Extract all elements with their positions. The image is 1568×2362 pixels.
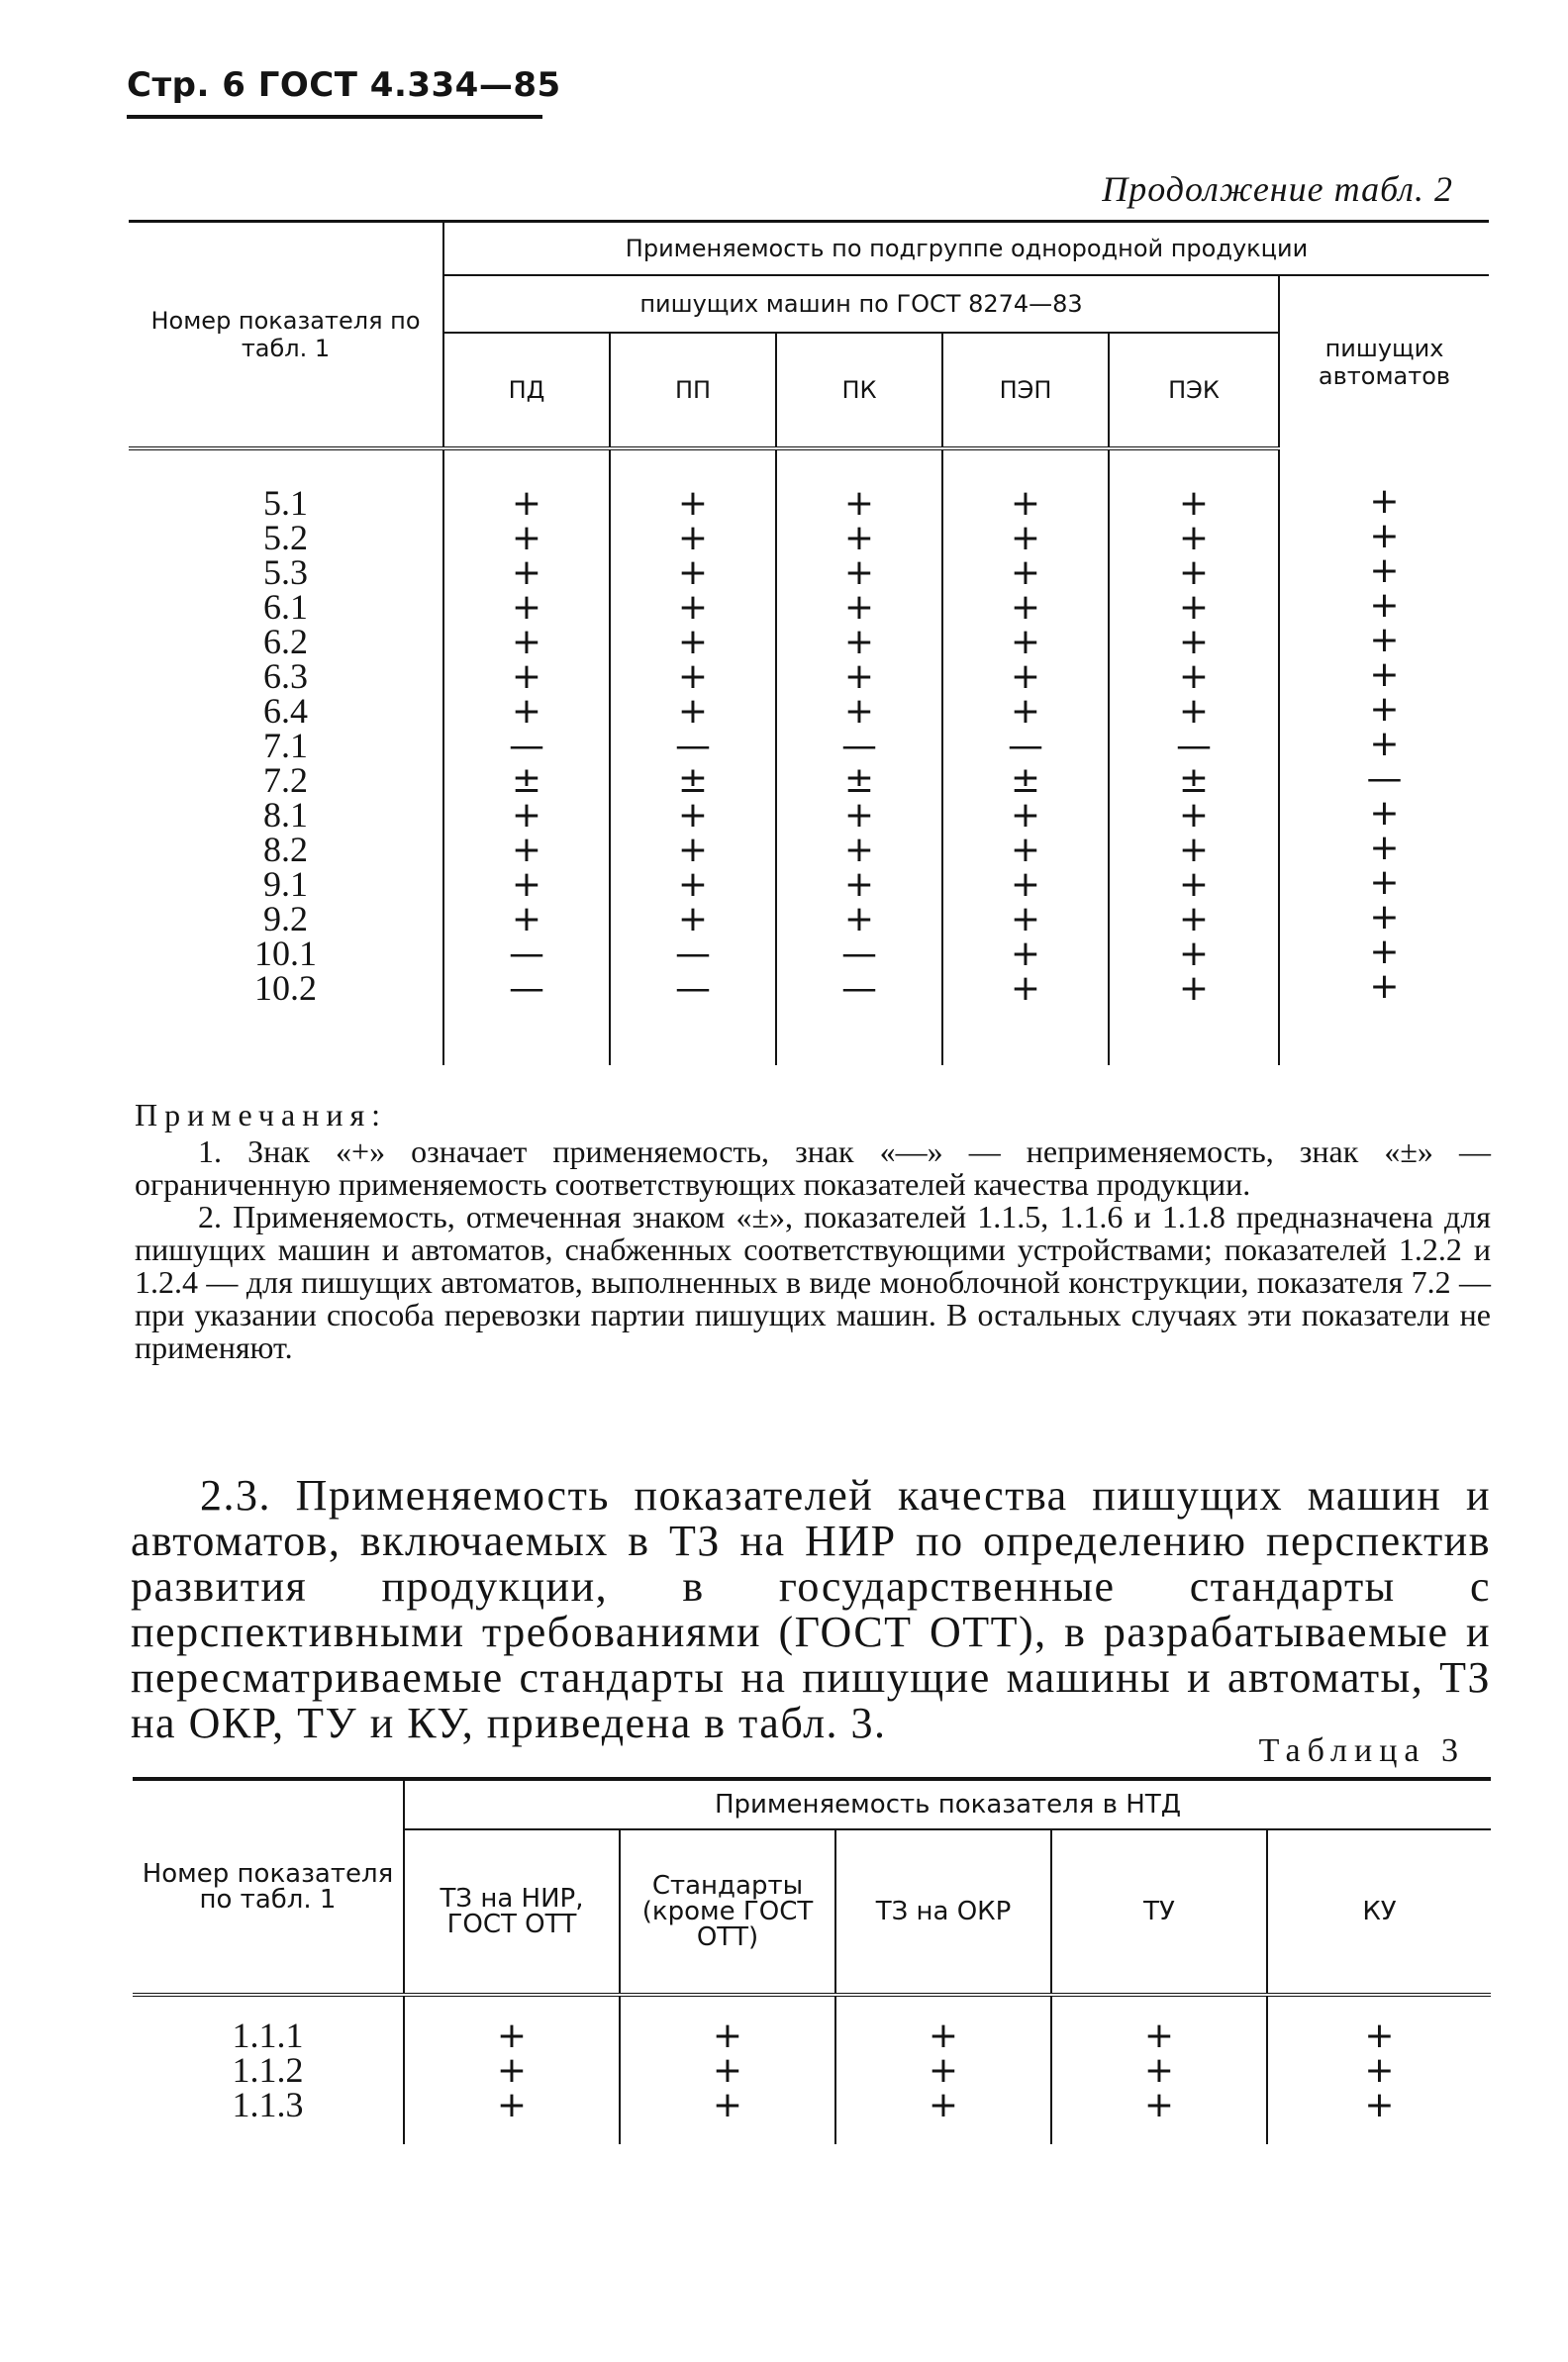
row-number: 7.2 — [263, 760, 308, 800]
applicability-mark: + — [1369, 724, 1400, 764]
applicability-mark: + — [928, 2016, 959, 2056]
t3-number-header: Номер показателя по табл. 1 — [133, 1779, 404, 1995]
t3-values-column — [404, 1995, 620, 2144]
applicability-mark: + — [496, 2085, 528, 2125]
t2-col-header: ПД — [443, 333, 610, 448]
row-number: 10.2 — [254, 968, 317, 1008]
table-3 — [133, 1777, 1491, 2144]
applicability-mark: + — [1369, 689, 1400, 730]
applicability-mark: + — [1178, 968, 1210, 1009]
t3-values-column — [620, 1995, 835, 2144]
applicability-mark: + — [1178, 864, 1210, 905]
applicability-mark: ± — [1010, 760, 1041, 801]
applicability-mark: + — [1364, 2085, 1395, 2125]
t2-group-header: Применяемость по подгруппе однородной продукции — [443, 222, 1489, 276]
t2-values-column — [610, 448, 776, 1065]
t2-number-header: Номер показателя по табл. 1 — [129, 222, 443, 449]
applicability-mark: + — [1178, 830, 1210, 870]
applicability-mark: + — [1178, 552, 1210, 593]
applicability-mark: + — [677, 864, 709, 905]
applicability-mark: — — [509, 968, 544, 1009]
t2-subgroup-machines: пишущих машин по ГОСТ 8274—83 — [443, 275, 1279, 333]
applicability-mark: + — [677, 552, 709, 593]
t2-values-column — [942, 448, 1109, 1065]
t2-subgroup-automats: пишущих автоматов — [1279, 275, 1489, 448]
applicability-mark: + — [1369, 932, 1400, 972]
applicability-mark: + — [1369, 585, 1400, 626]
applicability-mark: + — [511, 656, 542, 697]
applicability-mark: + — [1369, 828, 1400, 868]
applicability-mark: + — [843, 656, 875, 697]
t2-values-column — [443, 448, 610, 1065]
applicability-mark: — — [675, 968, 711, 1009]
applicability-mark: + — [1364, 2016, 1395, 2056]
row-number: 5.2 — [263, 518, 308, 557]
applicability-mark: + — [1010, 483, 1041, 524]
t3-values-column — [1051, 1995, 1267, 2144]
applicability-mark: + — [1178, 622, 1210, 662]
applicability-mark: + — [1369, 793, 1400, 834]
applicability-mark: + — [677, 622, 709, 662]
t2-col-header: ПП — [610, 333, 776, 448]
applicability-mark: + — [677, 518, 709, 558]
t3-values-column — [835, 1995, 1051, 2144]
applicability-mark: — — [841, 934, 877, 974]
t3-col-header: ТУ — [1051, 1829, 1267, 1995]
t2-values-column — [1279, 448, 1489, 1065]
applicability-mark: — — [1008, 726, 1043, 766]
applicability-mark: — — [1366, 758, 1403, 799]
note-item: 1. Знак «+» означает применяемость, знак «—» — неприменяемость, знак «±» — ограниченную применяемость соответствующих показателей качества продукции. — [135, 1133, 1491, 1202]
row-number: 9.1 — [263, 864, 308, 904]
applicability-mark: + — [677, 899, 709, 939]
applicability-mark: + — [511, 795, 542, 836]
applicability-mark: + — [677, 656, 709, 697]
applicability-mark: + — [1010, 691, 1041, 732]
row-number: 7.1 — [263, 726, 308, 765]
applicability-mark: + — [511, 691, 542, 732]
row-number: 10.1 — [254, 934, 317, 973]
applicability-mark: + — [677, 795, 709, 836]
row-number: 6.3 — [263, 656, 308, 696]
t3-col-header: ТЗ на ОКР — [835, 1829, 1051, 1995]
applicability-mark: + — [843, 830, 875, 870]
applicability-mark: + — [1178, 483, 1210, 524]
notes-title: Примечания: — [135, 1097, 388, 1132]
applicability-mark: + — [1010, 864, 1041, 905]
applicability-mark: + — [1369, 620, 1400, 660]
t2-col-header: ПЭК — [1109, 333, 1279, 448]
applicability-mark: + — [1369, 966, 1400, 1007]
applicability-mark: + — [1364, 2050, 1395, 2091]
applicability-mark: + — [712, 2085, 743, 2125]
note-item: 2. Применяемость, отмеченная знаком «±», показателей 1.1.5, 1.1.6 и 1.1.8 предназначена для пишущих машин и автоматов, снабженных соответствующими устройствами; показателей 1.2.2 и 1.2.4 — для пишущих автоматов, выполненных в виде моноблочной конструкции, показателя 7.2 — при указании способа перевозки партии пишущих машин. В остальных случаях эти показатели не применяют. — [135, 1199, 1491, 1365]
row-number: 8.1 — [263, 795, 308, 835]
applicability-mark: — — [509, 726, 544, 766]
applicability-mark: ± — [843, 760, 875, 801]
applicability-mark: — — [675, 726, 711, 766]
applicability-mark: + — [1010, 587, 1041, 628]
t2-values-column — [776, 448, 942, 1065]
applicability-mark: + — [496, 2050, 528, 2091]
body-paragraph — [131, 1473, 1491, 1746]
applicability-mark: + — [1010, 830, 1041, 870]
table-continuation-label: Продолжение табл. 2 — [1102, 169, 1453, 209]
applicability-mark: + — [511, 552, 542, 593]
row-number: 6.4 — [263, 691, 308, 731]
applicability-mark: — — [841, 968, 877, 1009]
row-number: 6.2 — [263, 622, 308, 661]
applicability-mark: ± — [511, 760, 542, 801]
applicability-mark: + — [928, 2085, 959, 2125]
applicability-mark: + — [843, 864, 875, 905]
applicability-mark: + — [1178, 587, 1210, 628]
header-rule — [127, 115, 542, 119]
t3-col-header: ТЗ на НИР, ГОСТ ОТТ — [404, 1829, 620, 1995]
applicability-mark: + — [496, 2016, 528, 2056]
t2-number-column — [129, 448, 443, 1065]
notes-block — [135, 1099, 1491, 1364]
row-number: 5.1 — [263, 483, 308, 523]
row-number: 6.1 — [263, 587, 308, 627]
applicability-mark: — — [1176, 726, 1212, 766]
applicability-mark: + — [511, 622, 542, 662]
applicability-mark: + — [1369, 550, 1400, 591]
applicability-mark: + — [843, 518, 875, 558]
applicability-mark: + — [511, 483, 542, 524]
applicability-mark: + — [1369, 654, 1400, 695]
applicability-mark: + — [1143, 2016, 1175, 2056]
applicability-mark: + — [511, 830, 542, 870]
applicability-mark: + — [928, 2050, 959, 2091]
applicability-mark: + — [1010, 899, 1041, 939]
table-2 — [129, 220, 1489, 1065]
applicability-mark: + — [677, 587, 709, 628]
applicability-mark: + — [843, 795, 875, 836]
applicability-mark: ± — [1178, 760, 1210, 801]
applicability-mark: + — [712, 2050, 743, 2091]
applicability-mark: + — [1369, 897, 1400, 937]
row-number: 5.3 — [263, 552, 308, 592]
paragraph-text: 2.3. Применяемость показателей качества пишущих машин и автоматов, включаемых в ТЗ на НИР по определению перспектив развития продукции, в государственные стандарты с перспективными требованиями (ГОСТ ОТТ), в разрабатываемые и пересматриваемые стандарты на пишущие машины и автоматы, ТЗ на ОКР, ТУ и КУ, приведена в табл. 3. — [131, 1471, 1491, 1747]
applicability-mark: — — [841, 726, 877, 766]
applicability-mark: + — [511, 864, 542, 905]
table-3-label: Таблица 3 — [1258, 1732, 1465, 1769]
applicability-mark: + — [843, 483, 875, 524]
applicability-mark: + — [843, 552, 875, 593]
t2-col-header: ПК — [776, 333, 942, 448]
t2-values-column — [1109, 448, 1279, 1065]
applicability-mark: + — [511, 587, 542, 628]
applicability-mark: — — [675, 934, 711, 974]
applicability-mark: + — [1010, 934, 1041, 974]
applicability-mark: + — [1369, 862, 1400, 903]
applicability-mark: + — [677, 483, 709, 524]
applicability-mark: + — [1143, 2085, 1175, 2125]
applicability-mark: + — [843, 587, 875, 628]
applicability-mark: + — [712, 2016, 743, 2056]
applicability-mark: + — [1143, 2050, 1175, 2091]
applicability-mark: + — [843, 899, 875, 939]
row-number: 1.1.3 — [232, 2085, 304, 2124]
applicability-mark: + — [1010, 795, 1041, 836]
applicability-mark: + — [1010, 622, 1041, 662]
applicability-mark: + — [1178, 691, 1210, 732]
applicability-mark: + — [1010, 552, 1041, 593]
applicability-mark: + — [1178, 795, 1210, 836]
applicability-mark: ± — [677, 760, 709, 801]
applicability-mark: + — [1178, 518, 1210, 558]
applicability-mark: + — [1369, 481, 1400, 522]
applicability-mark: + — [1178, 656, 1210, 697]
page-header: Стр. 6 ГОСТ 4.334—85 — [127, 65, 561, 105]
applicability-mark: + — [1010, 968, 1041, 1009]
applicability-mark: + — [1010, 656, 1041, 697]
row-number: 9.2 — [263, 899, 308, 938]
t2-col-header: ПЭП — [942, 333, 1109, 448]
applicability-mark: — — [509, 934, 544, 974]
applicability-mark: + — [511, 899, 542, 939]
applicability-mark: + — [1369, 516, 1400, 556]
t3-group-header: Применяемость показателя в НТД — [404, 1779, 1491, 1829]
row-number: 8.2 — [263, 830, 308, 869]
applicability-mark: + — [1010, 518, 1041, 558]
t3-col-header: Стандарты (кроме ГОСТ ОТТ) — [620, 1829, 835, 1995]
t3-col-header: КУ — [1267, 1829, 1491, 1995]
applicability-mark: + — [511, 518, 542, 558]
applicability-mark: + — [1178, 934, 1210, 974]
t3-number-column — [133, 1995, 404, 2144]
t3-values-column — [1267, 1995, 1491, 2144]
applicability-mark: + — [1178, 899, 1210, 939]
applicability-mark: + — [843, 691, 875, 732]
applicability-mark: + — [677, 691, 709, 732]
applicability-mark: + — [843, 622, 875, 662]
row-number: 1.1.2 — [232, 2050, 304, 2090]
row-number: 1.1.1 — [232, 2016, 304, 2055]
applicability-mark: + — [677, 830, 709, 870]
